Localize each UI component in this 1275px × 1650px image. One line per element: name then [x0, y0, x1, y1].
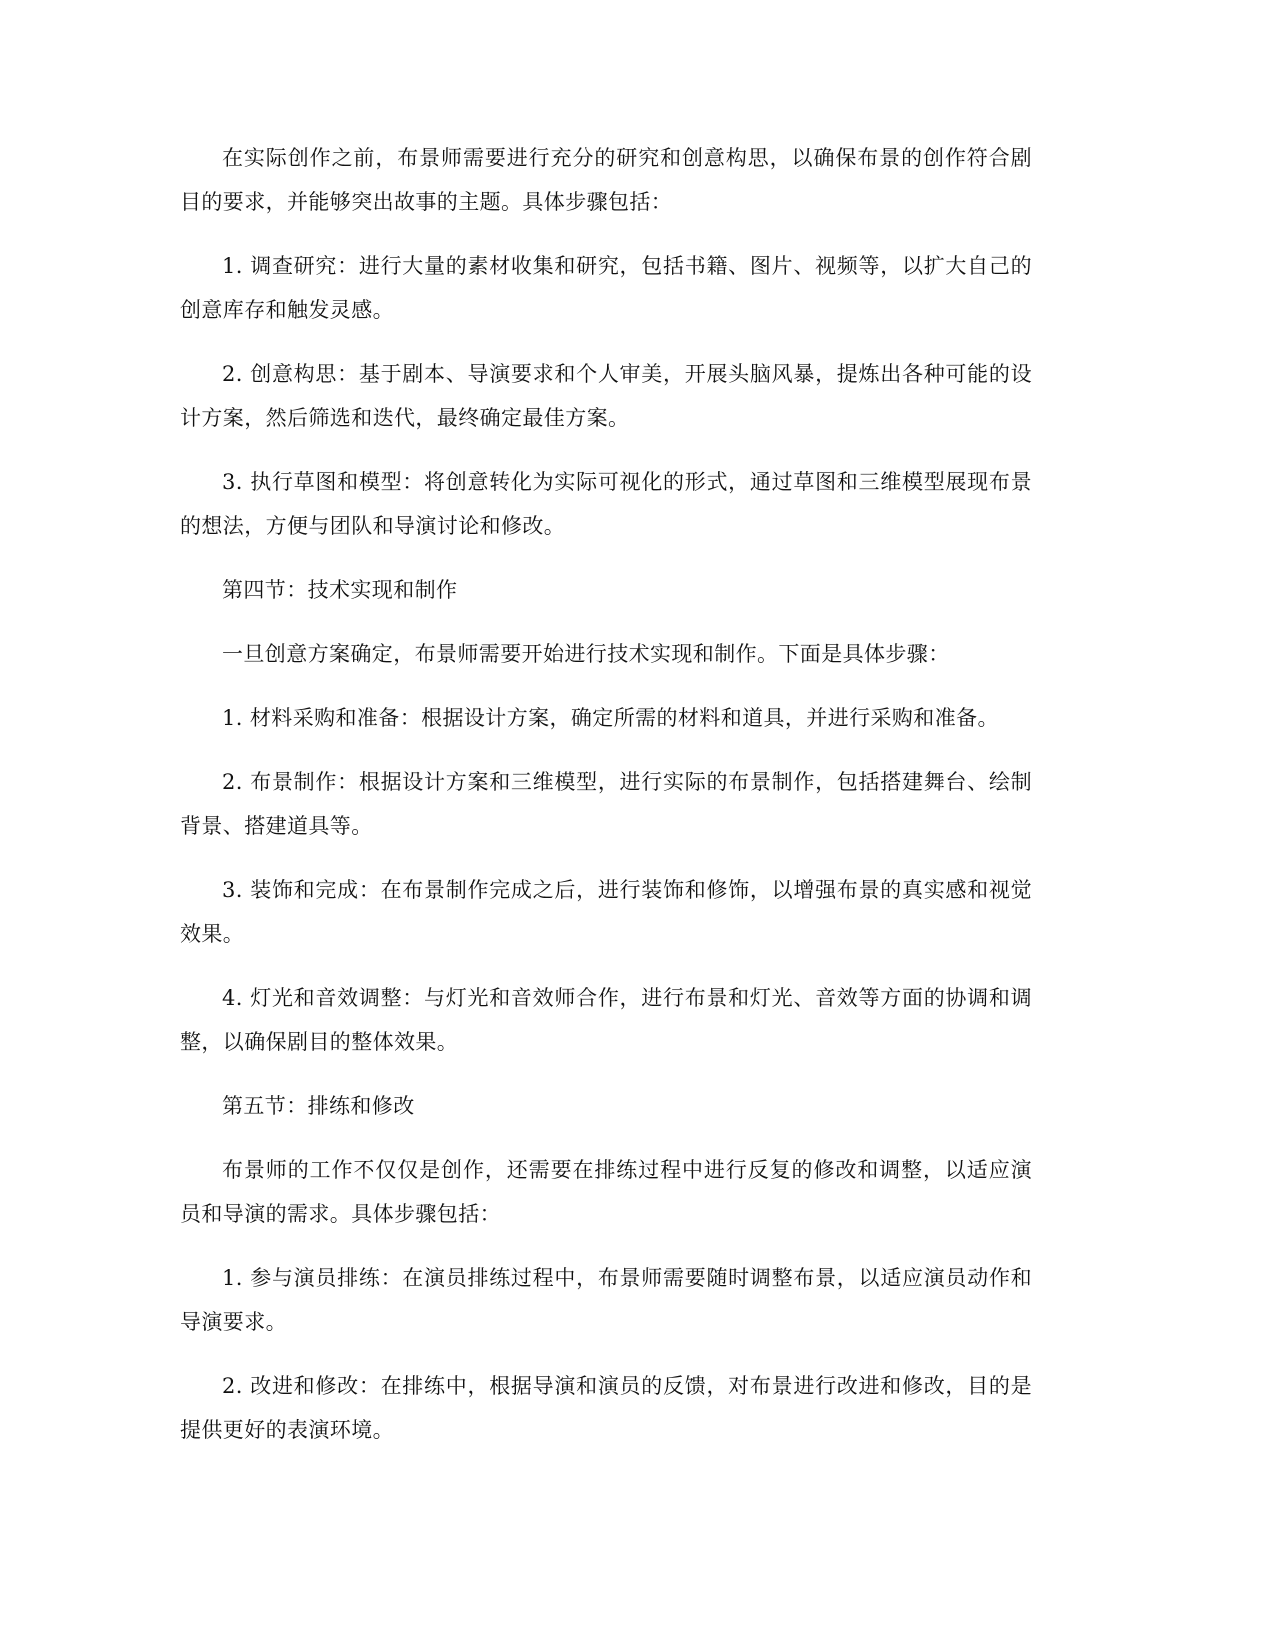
list-item-sketch-model: 3. 执行草图和模型：将创意转化为实际可视化的形式，通过草图和三维模型展现布景的想法，方便与团队和导演讨论和修改。: [180, 470, 1032, 538]
paragraph-section-4-intro: 一旦创意方案确定，布景师需要开始进行技术实现和制作。下面是具体步骤：: [222, 642, 950, 666]
paragraph-section-5-intro: 布景师的工作不仅仅是创作，还需要在排练过程中进行反复的修改和调整，以适应演员和导演的需求。具体步骤包括：: [180, 1158, 1032, 1226]
list-item-rehearsal: 1. 参与演员排练：在演员排练过程中，布景师需要随时调整布景，以适应演员动作和导演要求。: [180, 1266, 1032, 1334]
document-body: [180, 136, 1032, 1472]
section-heading-4: 第四节：技术实现和制作: [222, 578, 458, 602]
list-item-materials: 1. 材料采购和准备：根据设计方案，确定所需的材料和道具，并进行采购和准备。: [222, 706, 999, 730]
list-item-construction: 2. 布景制作：根据设计方案和三维模型，进行实际的布景制作，包括搭建舞台、绘制背景、搭建道具等。: [180, 770, 1032, 838]
list-item-lighting-sound: 4. 灯光和音效调整：与灯光和音效师合作，进行布景和灯光、音效等方面的协调和调整，以确保剧目的整体效果。: [180, 986, 1032, 1054]
list-item-research: 1. 调查研究：进行大量的素材收集和研究，包括书籍、图片、视频等，以扩大自己的创意库存和触发灵感。: [180, 254, 1032, 322]
list-item-revision: 2. 改进和修改：在排练中，根据导演和演员的反馈，对布景进行改进和修改，目的是提供更好的表演环境。: [180, 1374, 1032, 1442]
section-heading-5: 第五节：排练和修改: [222, 1094, 415, 1118]
list-item-decoration: 3. 装饰和完成：在布景制作完成之后，进行装饰和修饰，以增强布景的真实感和视觉效果。: [180, 878, 1032, 946]
paragraph-intro: 在实际创作之前，布景师需要进行充分的研究和创意构思，以确保布景的创作符合剧目的要求，并能够突出故事的主题。具体步骤包括：: [180, 146, 1032, 214]
list-item-concept: 2. 创意构思：基于剧本、导演要求和个人审美，开展头脑风暴，提炼出各种可能的设计方案，然后筛选和迭代，最终确定最佳方案。: [180, 362, 1032, 430]
